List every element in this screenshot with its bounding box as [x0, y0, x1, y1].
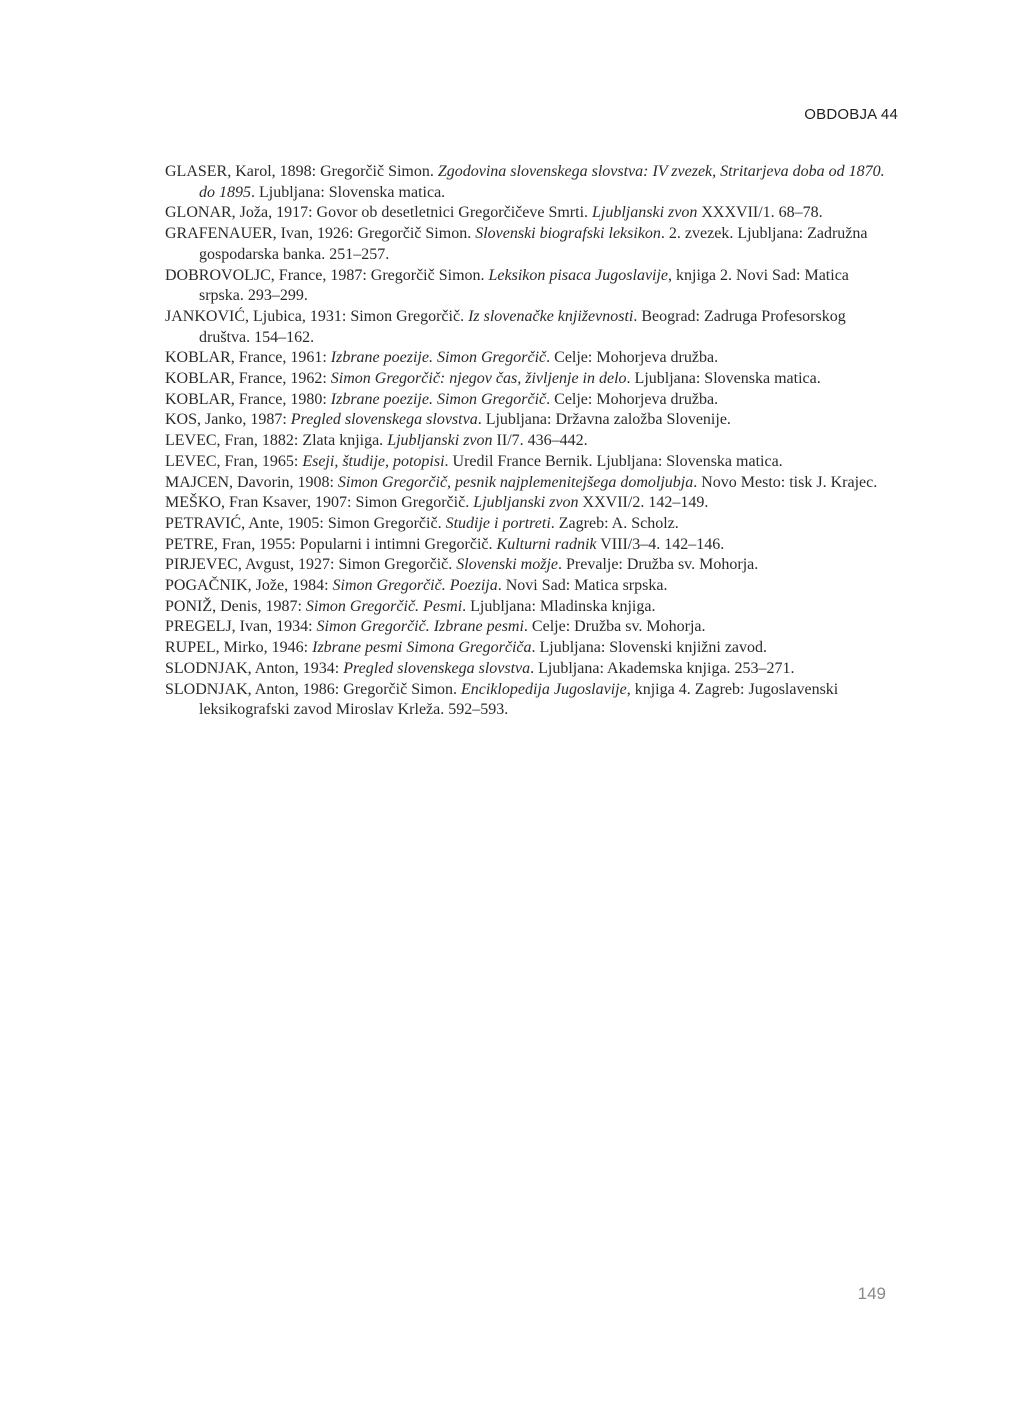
- page-number: 149: [857, 1284, 886, 1303]
- entry-text: . Beograd: Zadruga Profesorskog društva. 154–162.: [199, 307, 846, 346]
- work-title: Iz slovenačke književnosti: [468, 307, 634, 325]
- work-title: Ljubljanski zvon: [387, 432, 493, 450]
- bibliography-entry: [165, 576, 887, 597]
- work-title: Pregled slovenskega slovstva: [290, 411, 478, 429]
- entry-text: VIII/3–4. 142–146.: [596, 535, 725, 553]
- entry-text: GLASER, Karol, 1898: Gregorčič Simon.: [165, 163, 438, 180]
- bibliography-entry: [165, 535, 887, 556]
- entry-text: . Prevalje: Družba sv. Mohorja.: [558, 556, 759, 574]
- bibliography-entry: [165, 493, 887, 514]
- bibliography-entry: [165, 431, 887, 452]
- entry-text: , knjiga 4. Zagreb: Jugoslavenski leksikografski zavod Miroslav Krleža. 592–593.: [199, 680, 839, 719]
- entry-text: JANKOVIĆ, Ljubica, 1931: Simon Gregorčič.: [165, 307, 469, 325]
- bibliography-entry: [165, 452, 887, 473]
- bibliography-entry: [165, 659, 887, 680]
- work-title: Ljubljanski zvon: [473, 494, 579, 512]
- bibliography-entry: [165, 307, 887, 348]
- work-title: Enciklopedija Jugoslavije: [460, 680, 627, 698]
- entry-text: PREGELJ, Ivan, 1934:: [165, 618, 317, 636]
- entry-text: . Celje: Mohorjeva družba.: [546, 349, 719, 367]
- entry-text: KOBLAR, France, 1962:: [165, 370, 331, 388]
- work-title: Simon Gregorčič. Izbrane pesmi: [316, 618, 524, 636]
- entry-text: SLODNJAK, Anton, 1934:: [165, 659, 344, 677]
- entry-text: . Ljubljana: Slovenska matica.: [251, 183, 446, 201]
- entry-text: . Zagreb: A. Scholz.: [550, 514, 679, 532]
- bibliography-list: [165, 162, 887, 721]
- bibliography-entry: [165, 348, 887, 369]
- work-title: Simon Gregorčič: njegov čas, življenje in delo: [330, 370, 627, 388]
- work-title: Izbrane pesmi Simona Gregorčiča: [312, 639, 532, 657]
- work-title: Ljubljanski zvon: [592, 204, 698, 222]
- entry-text: GRAFENAUER, Ivan, 1926: Gregorčič Simon.: [165, 225, 476, 243]
- entry-text: , knjiga 2. Novi Sad: Matica srpska. 293–299.: [199, 266, 849, 305]
- entry-text: . Ljubljana: Slovenska matica.: [626, 370, 821, 388]
- work-title: Zgodovina slovenskega slovstva: IV zvezek, Stritarjeva doba od 1870. do 1895: [199, 163, 885, 201]
- entry-text: PETRAVIĆ, Ante, 1905: Simon Gregorčič.: [165, 514, 446, 532]
- entry-text: GLONAR, Joža, 1917: Govor ob desetletnici Gregorčičeve Smrti.: [165, 204, 593, 222]
- work-title: Izbrane poezije. Simon Gregorčič: [330, 390, 547, 408]
- work-title: Simon Gregorčič. Pesmi: [305, 597, 463, 615]
- bibliography-entry: [165, 473, 887, 494]
- entry-text: LEVEC, Fran, 1965:: [165, 452, 303, 470]
- bibliography-entry: [165, 638, 887, 659]
- bibliography-entry: [165, 410, 887, 431]
- bibliography-entry: [165, 162, 887, 203]
- entry-text: . Ljubljana: Slovenski knjižni zavod.: [531, 639, 768, 657]
- bibliography-entry: [165, 266, 887, 307]
- work-title: Leksikon pisaca Jugoslavije: [488, 266, 669, 284]
- entry-text: . Novi Sad: Matica srpska.: [497, 577, 668, 595]
- bibliography-entry: [165, 390, 887, 411]
- work-title: Studije i portreti: [445, 514, 551, 532]
- work-title: Izbrane poezije. Simon Gregorčič: [330, 349, 547, 367]
- bibliography-entry: [165, 514, 887, 535]
- entry-text: II/7. 436–442.: [492, 432, 588, 450]
- entry-text: POGAČNIK, Jože, 1984:: [165, 577, 333, 595]
- bibliography-entry: [165, 224, 887, 265]
- entry-text: MEŠKO, Fran Ksaver, 1907: Simon Gregorčič.: [165, 494, 474, 512]
- entry-text: KOBLAR, France, 1980:: [165, 390, 331, 408]
- entry-text: . Celje: Družba sv. Mohorja.: [523, 618, 706, 636]
- entry-text: MAJCEN, Davorin, 1908:: [165, 473, 338, 491]
- entry-text: RUPEL, Mirko, 1946:: [165, 639, 313, 657]
- entry-text: KOBLAR, France, 1961:: [165, 349, 331, 367]
- entry-text: . Ljubljana: Mladinska knjiga.: [462, 597, 656, 615]
- work-title: Simon Gregorčič, pesnik najplemenitejšega domoljubja: [337, 473, 694, 491]
- entry-text: PIRJEVEC, Avgust, 1927: Simon Gregorčič.: [165, 556, 457, 574]
- bibliography-entry: [165, 555, 887, 576]
- running-header: OBDOBJA 44: [804, 106, 898, 123]
- entry-text: PETRE, Fran, 1955: Popularni i intimni Gregorčič.: [165, 535, 497, 553]
- entry-text: . Uredil France Bernik. Ljubljana: Slovenska matica.: [444, 452, 783, 470]
- work-title: Kulturni radnik: [496, 535, 597, 553]
- entry-text: KOS, Janko, 1987:: [165, 411, 291, 429]
- work-title: Eseji, študije, potopisi: [302, 452, 445, 470]
- entry-text: XXVII/2. 142–149.: [578, 494, 709, 512]
- entry-text: SLODNJAK, Anton, 1986: Gregorčič Simon.: [165, 680, 461, 698]
- work-title: Slovenski možje: [456, 556, 558, 574]
- bibliography-entry: [165, 203, 887, 224]
- entry-text: PONIŽ, Denis, 1987:: [165, 597, 306, 615]
- entry-text: . Ljubljana: Državna založba Slovenije.: [477, 411, 731, 429]
- work-title: Pregled slovenskega slovstva: [343, 659, 531, 677]
- bibliography-entry: [165, 369, 887, 390]
- entry-text: XXXVII/1. 68–78.: [697, 204, 823, 222]
- entry-text: . Ljubljana: Akademska knjiga. 253–271.: [530, 659, 795, 677]
- entry-text: . 2. zvezek. Ljubljana: Zadružna gospodarska banka. 251–257.: [199, 225, 868, 263]
- entry-text: . Novo Mesto: tisk J. Krajec.: [693, 473, 878, 491]
- work-title: Slovenski biografski leksikon: [475, 225, 661, 243]
- work-title: Simon Gregorčič. Poezija: [332, 577, 498, 595]
- entry-text: . Celje: Mohorjeva družba.: [546, 390, 719, 408]
- entry-text: DOBROVOLJC, France, 1987: Gregorčič Simon.: [165, 266, 489, 284]
- bibliography-entry: [165, 680, 887, 721]
- bibliography-entry: [165, 597, 887, 618]
- entry-text: LEVEC, Fran, 1882: Zlata knjiga.: [165, 432, 388, 450]
- bibliography-entry: [165, 617, 887, 638]
